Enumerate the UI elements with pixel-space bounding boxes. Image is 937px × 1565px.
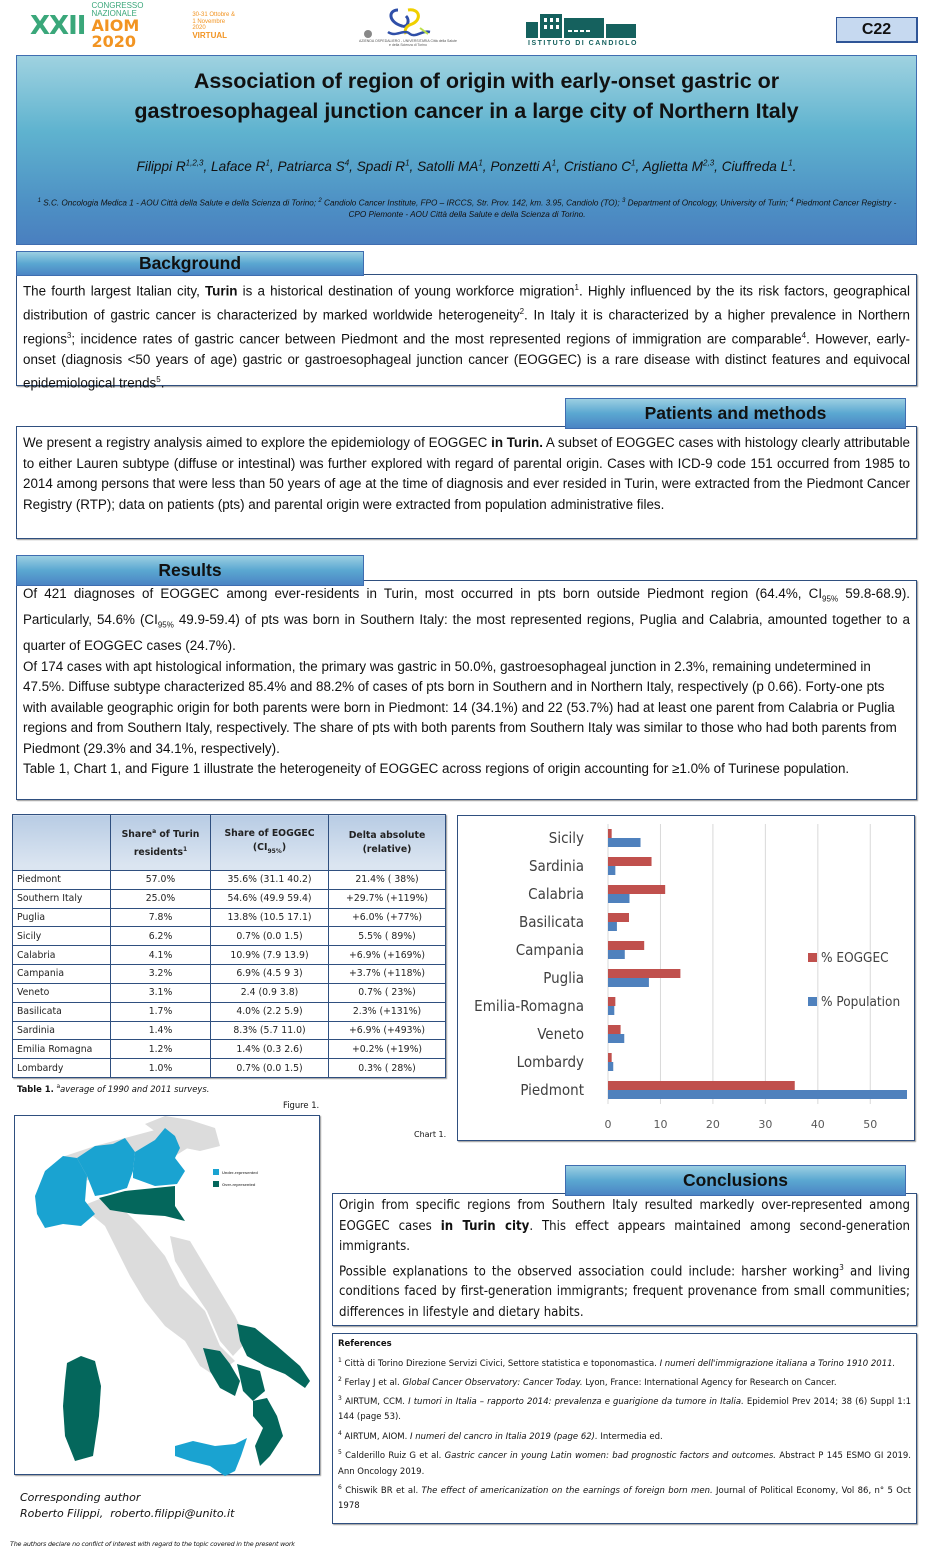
author-name: Ponzetti A	[490, 158, 552, 174]
reference-number: 1	[338, 1356, 342, 1364]
cell-turin: 57.0%	[111, 871, 211, 890]
subscript: 95%	[822, 594, 839, 604]
cell-eoggec: 0.7% (0.0 1.5)	[211, 927, 329, 946]
author-affiliation: 1	[478, 158, 483, 167]
table-row	[13, 927, 446, 946]
author: Satolli $MA^1$,	[417, 158, 491, 174]
cell-eoggec: 13.8% (10.5 17.1)	[211, 908, 329, 927]
category-label: Sardinia	[528, 857, 584, 875]
background-text	[17, 275, 916, 394]
corr-label: Corresponding author	[20, 1491, 141, 1504]
bar-population-sicily	[608, 838, 641, 847]
table-row	[13, 1040, 446, 1059]
x-tick-label: 10	[653, 1118, 668, 1131]
cell-eoggec: 0.7% (0.0 1.5)	[211, 1059, 329, 1078]
cell-region: Piedmont	[13, 871, 111, 890]
bar-eoggec-emilia-romagna	[608, 997, 615, 1006]
legend-swatch	[213, 1169, 219, 1175]
table-1	[12, 814, 446, 1078]
cell-delta: 2.3% (+131%)	[329, 1002, 446, 1021]
congress-dates: 30-31 Ottobre & 1 Novembre 2020	[192, 12, 236, 32]
category-label: Calabria	[528, 885, 584, 903]
x-tick-label: 30	[758, 1118, 773, 1131]
author-name: Aglietta M	[642, 158, 704, 174]
legend-swatch	[808, 953, 817, 962]
title-banner	[16, 55, 917, 245]
cell-region: Calabria	[13, 946, 111, 965]
cell-eoggec: 4.0% (2.2 5.9)	[211, 1002, 329, 1021]
cell-region: Veneto	[13, 983, 111, 1002]
cell-delta: +6.9% (+169%)	[329, 946, 446, 965]
text-run: 49.9-59.4) of pts was born in Southern Italy: the most represented regions, Puglia and Calabria, amounted together to a quarter of EOGGEC cases (24.7%).	[23, 612, 911, 654]
author-affiliation: 1	[405, 158, 410, 167]
header-text: of Turin residents	[133, 829, 200, 858]
cell-turin: 1.4%	[111, 1021, 211, 1040]
chart-caption: Chart 1.	[414, 1130, 447, 1139]
header-eoggec-share	[211, 815, 329, 871]
cell-eoggec: 1.4% (0.3 2.6)	[211, 1040, 329, 1059]
citation: 3	[66, 330, 72, 340]
aiom-congress-logo	[30, 1, 240, 51]
cell-eoggec: 54.6% (49.9 59.4)	[211, 889, 329, 908]
author-name: Laface R	[211, 158, 266, 174]
candiolo-building-icon	[516, 10, 650, 40]
caption-label: Table 1.	[17, 1083, 54, 1094]
figure-caption: Figure 1.	[283, 1100, 320, 1110]
author: Filippi R$^{1,2,3}$,	[136, 158, 212, 174]
category-label: Sicily	[548, 829, 584, 847]
background-section	[16, 274, 917, 391]
table-row	[13, 1021, 446, 1040]
text-run: . However, early-onset (diagnosis <50 years of age) gastric or gastroesophageal junction cancer (EOGGEC) is a rare disease with distinct features and equivocal epidemiological trends	[23, 331, 910, 391]
table-row	[13, 965, 446, 984]
bar-eoggec-sardinia	[608, 857, 652, 866]
results-section	[16, 580, 917, 800]
bar-population-puglia	[608, 978, 649, 987]
caption-sup: a	[56, 1083, 61, 1090]
citation: 2	[519, 306, 525, 316]
author-name: Satolli MA	[417, 158, 479, 174]
author: Laface $R^1$,	[211, 158, 278, 174]
corr-email[interactable]: roberto.filippi@unito.it	[110, 1507, 235, 1520]
header-text: )	[281, 841, 287, 853]
header-sup: a	[152, 828, 157, 836]
header-region	[13, 815, 111, 871]
bar-eoggec-veneto	[608, 1025, 621, 1034]
text-run: ; incidence rates of gastric cancer between Piedmont and the most represented regions of immigration are comparable	[71, 331, 802, 347]
text-run: Of 421 diagnoses of EOGGEC among ever-residents in Turin, most occurred in pts born outside Piedmont region (64.4%, CI	[23, 586, 823, 601]
category-label: Campania	[515, 941, 584, 959]
affiliation-text: Candiolo Cancer Institute, FPO – IRCCS, Str. Prov. 142, km. 3.95, Candiolo (TO);	[324, 198, 620, 208]
cell-region: Lombardy	[13, 1059, 111, 1078]
text-run-bold: in Turin city	[440, 1218, 530, 1234]
cell-eoggec: 10.9% (7.9 13.9)	[211, 946, 329, 965]
reference-text: Città di Torino Direzione Servizi Civici, Settore statistica e toponomastica.	[344, 1358, 660, 1369]
aou-emblem-icon	[358, 6, 458, 40]
author: Cristiano $C^1$,	[563, 158, 643, 174]
reference-list	[338, 1353, 911, 1515]
title-line-1: Association of region of origin with early-onset gastric or	[193, 69, 780, 93]
cell-delta: +6.9% (+493%)	[329, 1021, 446, 1040]
table-header-row	[13, 815, 446, 871]
italy-map	[15, 1116, 321, 1476]
table-row	[13, 1059, 446, 1078]
text-run: We present a registry analysis aimed to explore the epidemiology of EOGGEC	[23, 435, 492, 450]
text-run: A subset of EOGGEC cases with histology clearly attributable to either Lauren subtype (diffuse or intestinal) was further explored with regard of parental origin. Cases with ICD-9 code 151 occurred from 1985 to 2014 among persons that were less than 50 years of age at the time of diagnosis and ever resided in Turin, were extracted from the Piedmont Cancer Registry (RTP); data on patients (pts) and parental origin were extracted from population administrative files.	[23, 435, 910, 512]
cell-eoggec: 2.4 (0.9 3.8)	[211, 983, 329, 1002]
cell-turin: 4.1%	[111, 946, 211, 965]
results-heading: Results	[16, 555, 364, 586]
author-affiliation: 1	[265, 158, 270, 167]
text-run-bold: Turin	[205, 283, 238, 299]
corr-name: Roberto Filippi,	[20, 1507, 104, 1520]
methods-section	[16, 426, 917, 539]
author-name: Spadi R	[356, 158, 406, 174]
region-share-table	[12, 814, 446, 1078]
reference-number: 3	[338, 1395, 342, 1403]
bar-population-campania	[608, 950, 625, 959]
text-run-bold: in Turin.	[491, 435, 543, 450]
bar-eoggec-puglia	[608, 969, 680, 978]
bar-population-sardinia	[608, 866, 615, 875]
caption-text: average of 1990 and 2011 surveys.	[60, 1083, 210, 1094]
header-sup: 1	[182, 845, 188, 853]
header-delta: Delta absolute (relative)	[329, 815, 446, 871]
reference-text: AIRTUM, AIOM.	[344, 1431, 411, 1442]
reference-item	[338, 1372, 911, 1391]
conflict-of-interest: The authors declare no conflict of interest with regard to the topic covered in the present work	[10, 1540, 295, 1548]
category-label: Veneto	[537, 1025, 584, 1043]
reference-source: Journal of Political Economy, Vol 86, n° 5 Oct 1978	[338, 1485, 911, 1512]
author-name: Filippi R	[136, 158, 186, 174]
references-heading: References	[338, 1339, 392, 1349]
bar-population-lombardy	[608, 1062, 613, 1071]
map-region-basilicata	[237, 1364, 265, 1401]
results-text	[17, 581, 916, 780]
reference-title: I tumori in Italia – rapporto 2014: prevalenza e guarigione da tumore in Italia.	[408, 1396, 744, 1407]
map-region-campania	[203, 1348, 240, 1396]
header-turin-share	[111, 815, 211, 871]
author: Ponzetti $A^1$,	[490, 158, 564, 174]
x-tick-label: 50	[863, 1118, 878, 1131]
text-run: 59.8-68.9). Particularly, 54.6% (CI	[23, 586, 911, 628]
cell-region: Southern Italy	[13, 889, 111, 908]
bar-population-emilia-romagna	[608, 1006, 614, 1015]
text-run: . In Italy it is characterized by a higher prevalence in Northern regions	[23, 307, 910, 347]
bar-eoggec-sicily	[608, 829, 612, 838]
bar-eoggec-lombardy	[608, 1053, 612, 1062]
map-region-calabria	[253, 1398, 283, 1466]
table-caption	[17, 1083, 209, 1094]
methods-heading: Patients and methods	[565, 398, 906, 429]
cell-delta: +29.7% (+119%)	[329, 889, 446, 908]
text-run: . Highly influenced by the its risk factors, geographical distribution of gastric cancer is characterized by marked worldwide heterogeneity	[23, 283, 910, 323]
cell-turin: 7.8%	[111, 908, 211, 927]
reference-title: Global Cancer Observatory: Cancer Today.	[402, 1377, 583, 1388]
table-row	[13, 908, 446, 927]
reference-number: 4	[338, 1429, 342, 1437]
cell-turin: 6.2%	[111, 927, 211, 946]
reference-item	[338, 1426, 911, 1445]
cell-turin: 25.0%	[111, 889, 211, 908]
reference-item	[338, 1353, 911, 1372]
congress-label: CONGRESSO NAZIONALE	[91, 1, 144, 18]
reference-text: Chiswik BR et al.	[345, 1485, 422, 1496]
cell-delta: 5.5% ( 89%)	[329, 927, 446, 946]
bar-population-piedmont	[608, 1090, 907, 1099]
text-run: Possible explanations to the observed association could include: harsher working	[339, 1263, 840, 1279]
x-tick-label: 0	[604, 1118, 612, 1131]
legend-label: % Population	[821, 994, 901, 1010]
istituto-candiolo-logo	[516, 10, 650, 50]
aou-torino-logo	[358, 6, 458, 50]
bar-eoggec-campania	[608, 941, 644, 950]
congress-number: XXII	[30, 11, 86, 41]
author-affiliation: 1	[551, 158, 557, 167]
author: Ciuffreda $L^1$.	[721, 158, 797, 174]
results-paragraph-2: Of 174 cases with apt histological information, the primary was gastric in 50.0%, gastroesophageal junction in 2.3%, remaining undetermined in 47.5%. Diffuse subtype characterized 85.4% and 88.2% of cases of pts born in Southern and in Northern Italy, respectively (p 0.66). Forty-one pts with available geographic origin for both parents were born in Piedmont: 14 (34.1%) and 22 (53.7%) had at least one parent from Calabria or Puglia regions and from Southern Italy, respectively. The share of pts with both parents from Southern Italy was similar to those who had both parents from Piedmont (29.3% and 34.1%, respectively).	[23, 658, 897, 756]
cell-turin: 3.1%	[111, 983, 211, 1002]
bar-eoggec-piedmont	[608, 1081, 795, 1090]
cell-turin: 3.2%	[111, 965, 211, 984]
citation: 3	[839, 1262, 844, 1272]
reference-title: I numeri del cancro in Italia 2019 (page 62).	[410, 1431, 598, 1442]
author: Spadi $R^1$,	[356, 158, 418, 174]
reference-title: The effect of americanization on the earnings of foreign born men.	[421, 1485, 713, 1496]
citation: 5	[156, 375, 161, 385]
author-affiliation: 1	[788, 158, 793, 167]
reference-text: AIRTUM, CCM.	[344, 1396, 409, 1407]
affiliation-text: Piedmont Cancer Registry - CPO Piemonte - AOU Città della Salute e della Scienza di Torino.	[348, 198, 897, 219]
reference-number: 2	[338, 1375, 342, 1383]
legend-swatch	[213, 1181, 219, 1187]
cell-eoggec: 6.9% (4.5 9 3)	[211, 965, 329, 984]
poster-title	[17, 66, 916, 126]
institute-name: ISTITUTO DI CANDIOLO	[528, 40, 638, 47]
references-section	[332, 1333, 917, 1524]
category-label: Lombardy	[516, 1053, 584, 1071]
cell-delta: +0.2% (+19%)	[329, 1040, 446, 1059]
category-label: Piedmont	[520, 1081, 584, 1099]
reference-title: I numeri dell'immigrazione italiana a Torino 1910 2011.	[659, 1358, 896, 1369]
cell-delta: +6.0% (+77%)	[329, 908, 446, 927]
cell-eoggec: 35.6% (31.1 40.2)	[211, 871, 329, 890]
reference-source: Epidemiol Prev 2014; 38 (6) Suppl 1:1 144 (page 53).	[338, 1396, 911, 1423]
text-run: The fourth largest Italian city,	[23, 283, 205, 299]
map-legend	[213, 1166, 258, 1190]
author: Aglietta M$^{2,3}$,	[642, 158, 722, 174]
congress-mode: VIRTUAL	[192, 30, 228, 40]
reference-text: Ferlay J et al.	[344, 1377, 403, 1388]
author-name: Cristiano C	[563, 158, 632, 174]
cell-delta: 0.7% ( 23%)	[329, 983, 446, 1002]
cell-delta: 0.3% ( 28%)	[329, 1059, 446, 1078]
author: Patriarca $S^4$,	[277, 158, 357, 174]
legend-label: Over-represented	[222, 1181, 256, 1187]
conclusions-section	[332, 1193, 917, 1326]
conclusions-heading: Conclusions	[565, 1165, 906, 1196]
map-region-sardinia	[63, 1356, 101, 1461]
map-region-sicily	[175, 1438, 247, 1476]
map-legend-item	[213, 1166, 258, 1178]
author-name: Patriarca S	[277, 158, 345, 174]
author-list	[17, 158, 916, 174]
cell-region: Puglia	[13, 908, 111, 927]
results-paragraph-3: Table 1, Chart 1, and Figure 1 illustrate the heterogeneity of EOGGEC across regions of origin accounting for ≥1.0% of Turinese population.	[23, 761, 850, 777]
citation: 4	[801, 330, 807, 340]
reference-source: Abstract P 145 ESMO GI 2019. Ann Oncology 2019.	[338, 1451, 911, 1477]
corresponding-author	[20, 1490, 234, 1522]
congress-name: AIOM 2020	[91, 16, 140, 51]
reference-source: Lyon, France: International Agency for Research on Cancer.	[582, 1377, 837, 1388]
bar-eoggec-basilicata	[608, 913, 629, 922]
affiliation-number: 2	[318, 198, 322, 204]
map-legend-item	[213, 1178, 258, 1190]
text-run: . This effect appears maintained among second-generation immigrants.	[339, 1218, 911, 1254]
reference-number: 6	[338, 1484, 342, 1492]
text-run: is a historical destination of young workforce migration	[237, 283, 575, 299]
bar-population-calabria	[608, 894, 630, 903]
x-tick-label: 40	[810, 1118, 825, 1131]
legend-label: % EOGGEC	[821, 950, 889, 966]
text-run: and living conditions faced by first-generation immigrants; frequent provenance from small communities; differences in lifestyle and dietary habits.	[339, 1263, 910, 1320]
cell-region: Sicily	[13, 927, 111, 946]
aou-caption: AZIENDA OSPEDALIERO - UNIVERSITARIA Città della Salute e della Scienza di Torino	[359, 39, 457, 47]
table-row	[13, 871, 446, 890]
cell-delta: 21.4% ( 38%)	[329, 871, 446, 890]
reference-text: Calderillo Ruiz G et al.	[345, 1451, 445, 1462]
text-run: .	[160, 375, 165, 391]
cell-turin: 1.2%	[111, 1040, 211, 1059]
cell-region: Campania	[13, 965, 111, 984]
table-row	[13, 983, 446, 1002]
background-heading: Background	[16, 251, 364, 276]
legend-label: Under-represented	[222, 1169, 258, 1175]
reference-item	[338, 1445, 911, 1480]
bar-chart	[458, 816, 916, 1142]
reference-number: 5	[338, 1449, 342, 1457]
reference-source: Intermedia ed.	[597, 1431, 663, 1442]
header-text: Share of EOGGEC (CI	[224, 827, 315, 853]
conclusions-text	[333, 1194, 916, 1323]
category-label: Puglia	[543, 969, 584, 987]
cell-region: Basilicata	[13, 1002, 111, 1021]
reference-item	[338, 1391, 911, 1426]
table-row	[13, 946, 446, 965]
cell-region: Sardinia	[13, 1021, 111, 1040]
cell-turin: 1.0%	[111, 1059, 211, 1078]
reference-item	[338, 1480, 911, 1515]
citation: 1	[574, 283, 579, 292]
affiliation-number: 4	[790, 198, 794, 204]
legend-swatch	[808, 997, 817, 1006]
author-affiliation: 1,2,3	[185, 158, 204, 167]
figure-1-map	[14, 1115, 320, 1475]
author-affiliation: 2,3	[703, 158, 715, 167]
affiliations	[37, 196, 897, 220]
header-text: Share	[121, 829, 153, 841]
chart-1	[457, 815, 915, 1141]
x-tick-label: 20	[705, 1118, 720, 1131]
author-affiliation: 4	[344, 158, 350, 167]
cell-turin: 1.7%	[111, 1002, 211, 1021]
affiliation-number: 1	[37, 198, 41, 204]
affiliation-text: Department of Oncology, University of Turin;	[627, 198, 788, 208]
subscript: 95%	[157, 620, 174, 630]
cell-delta: +3.7% (+118%)	[329, 965, 446, 984]
header-sub: 95%	[267, 847, 282, 855]
cell-eoggec: 8.3% (5.7 11.0)	[211, 1021, 329, 1040]
author-name: Ciuffreda L	[721, 158, 789, 174]
methods-text	[17, 427, 916, 515]
category-label: Emilia-Romagna	[474, 997, 584, 1015]
bar-population-basilicata	[608, 922, 617, 931]
table-row	[13, 889, 446, 908]
poster-code-badge: C22	[836, 17, 918, 43]
bar-eoggec-calabria	[608, 885, 665, 894]
affiliation-number: 3	[621, 198, 626, 204]
cell-region: Emilia Romagna	[13, 1040, 111, 1059]
title-line-2: gastroesophageal junction cancer in a large city of Northern Italy	[134, 99, 799, 123]
affiliation-text: S.C. Oncologia Medica 1 - AOU Città della Salute e della Scienza di Torino;	[43, 198, 317, 208]
category-label: Basilicata	[518, 913, 584, 931]
table-row	[13, 1002, 446, 1021]
bar-population-veneto	[608, 1034, 624, 1043]
reference-title: Gastric cancer in young Latin women: bad prognostic factors and outcomes.	[444, 1451, 777, 1462]
text-run: Origin from specific regions from Southern Italy resulted markedly over-represented among EOGGEC cases	[339, 1198, 910, 1234]
author-affiliation: 1	[631, 158, 636, 167]
